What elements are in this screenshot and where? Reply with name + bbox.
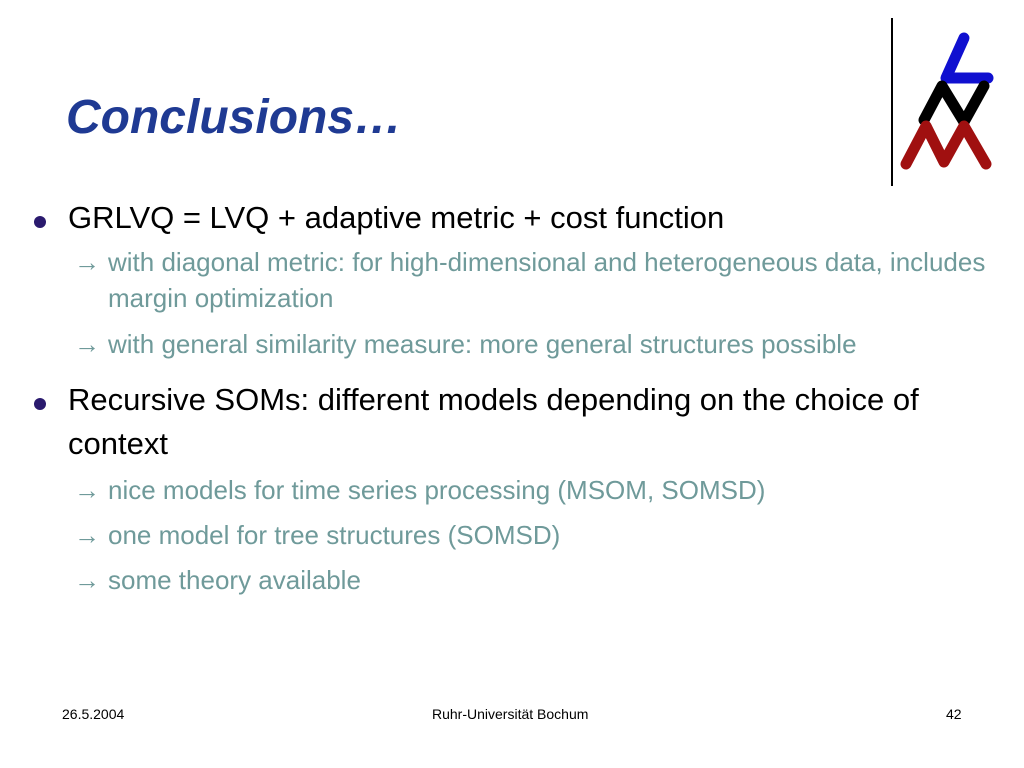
footer-page-number: 42 — [946, 706, 962, 722]
slide-title: Conclusions… — [66, 91, 403, 144]
sub-item — [32, 517, 992, 553]
arrow-right-icon: → — [74, 565, 100, 595]
arrow-right-icon: → — [74, 329, 100, 359]
sub-text: one model for tree structures (SOMSD) — [108, 520, 561, 550]
bullet-text: GRLVQ = LVQ + adaptive metric + cost function — [68, 200, 725, 235]
lnm-logo — [886, 14, 1006, 190]
arrow-right-icon: → — [74, 475, 100, 505]
arrow-right-icon: → — [74, 247, 100, 277]
sub-item — [32, 244, 992, 316]
sub-text: some theory available — [108, 565, 361, 595]
bullet-text: Recursive SOMs: different models depending on the choice of context — [68, 382, 919, 461]
bullet-item — [32, 196, 992, 240]
sub-item — [32, 472, 992, 508]
bullet-dot-icon — [34, 216, 46, 228]
sub-text: with diagonal metric: for high-dimensional and heterogeneous data, includes margin optimization — [108, 247, 986, 313]
bullet-dot-icon — [34, 398, 46, 410]
sub-text: with general similarity measure: more general structures possible — [108, 329, 857, 359]
sub-text: nice models for time series processing (MSOM, SOMSD) — [108, 475, 766, 505]
bullet-list — [32, 196, 992, 598]
footer-date: 26.5.2004 — [62, 706, 125, 722]
sub-item — [32, 562, 992, 598]
sub-item — [32, 326, 992, 362]
bullet-item — [32, 378, 992, 466]
footer-institution: Ruhr-Universität Bochum — [432, 706, 589, 722]
arrow-right-icon: → — [74, 520, 100, 550]
